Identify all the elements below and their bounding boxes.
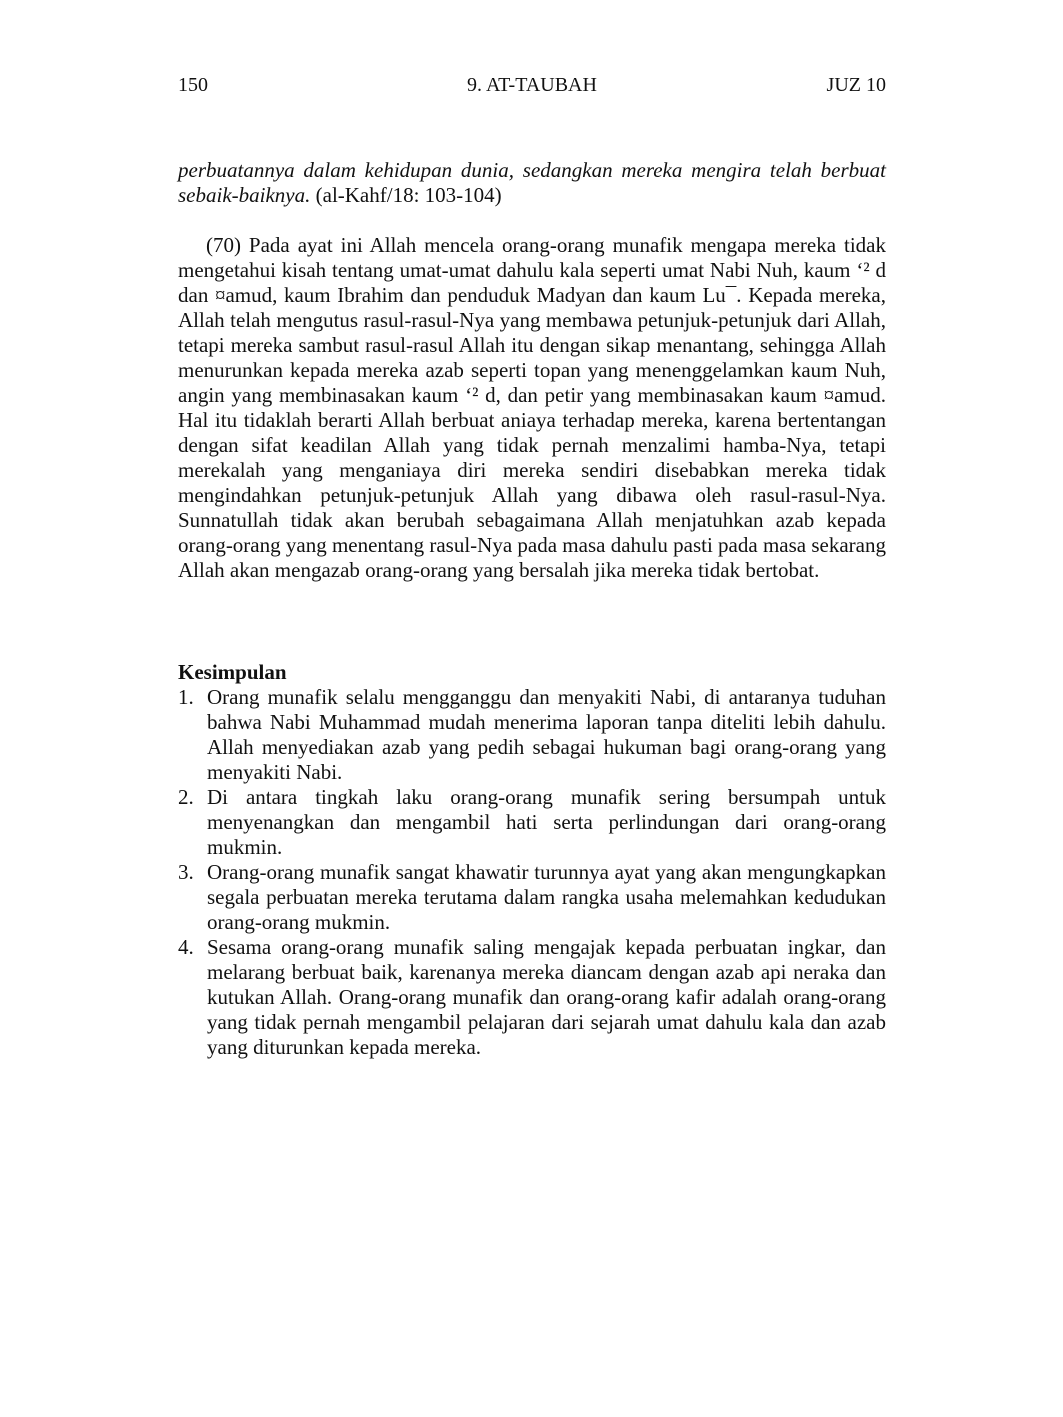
conclusion-item-number: 3. <box>178 860 194 884</box>
quote-reference: (al-Kahf/18: 103-104) <box>310 183 502 207</box>
page-number: 150 <box>178 74 208 96</box>
running-header <box>178 74 886 104</box>
commentary-paragraph-70: (70) Pada ayat ini Allah mencela orang-orang munafik mengapa mereka tidak mengetahui kisah tentang umat-umat dahulu kala seperti umat Nabi Nuh, kaum ‘² d dan ¤amud, kaum Ibrahim dan penduduk Madyan dan kaum Lu¯. Kepada mereka, Allah telah mengutus rasul-rasul-Nya yang membawa petunjuk-petunjuk dari Allah, tetapi mereka sambut rasul-rasul Allah itu dengan sikap menantang, sehingga Allah menurunkan kepada mereka azab seperti topan yang menenggelamkan kaum Nuh, angin yang membinasakan kaum ‘² d, dan petir yang membinasakan kaum ¤amud. Hal itu tidaklah berarti Allah berbuat aniaya terhadap mereka, karena bertentangan dengan sifat keadilan Allah yang tidak pernah menzalimi hamba-Nya, tetapi merekalah yang menganiaya diri mereka sendiri disebabkan mereka tidak mengindahkan petunjuk-petunjuk Allah yang dibawa oleh rasul-rasul-Nya. Sunnatullah tidak akan berubah sebagaimana Allah menjatuhkan azab kepada orang-orang yang menentang rasul-Nya pada masa dahulu pasti pada masa sekarang Allah akan mengazab orang-orang yang bersalah jika mereka tidak bertobat. <box>178 233 886 582</box>
conclusion-item <box>178 685 886 785</box>
conclusion-item <box>178 935 886 1060</box>
chapter-title: 9. AT-TAUBAH <box>467 74 597 96</box>
conclusion-item-number: 2. <box>178 785 194 809</box>
conclusion-item-number: 4. <box>178 935 194 959</box>
conclusion-item-text: Di antara tingkah laku orang-orang munafik sering bersumpah untuk menyenangkan dan mengambil hati serta perlindungan dari orang-orang mukmin. <box>207 785 886 859</box>
conclusion-item-text: Orang munafik selalu mengganggu dan menyakiti Nabi, di antaranya tuduhan bahwa Nabi Muhammad mudah menerima laporan tanpa diteliti lebih dahulu. Allah menyediakan azab yang pedih sebagai hukuman bagi orang-orang yang menyakiti Nabi. <box>207 685 886 784</box>
quote-text: perbuatannya dalam kehidupan dunia, sedangkan mereka mengira telah berbuat sebaik-baiknya. <box>178 158 886 207</box>
conclusion-list <box>178 685 886 1060</box>
conclusion-item-text: Sesama orang-orang munafik saling mengajak kepada perbuatan ingkar, dan melarang berbuat baik, karenanya mereka diancam dengan azab api neraka dan kutukan Allah. Orang-orang munafik dan orang-orang kafir adalah orang-orang yang tidak pernah mengambil pelajaran dari sejarah umat dahulu kala dan azab yang diturunkan kepada mereka. <box>207 935 886 1059</box>
juz-label: JUZ 10 <box>826 74 886 96</box>
quran-quote <box>178 158 886 208</box>
conclusion-heading: Kesimpulan <box>178 660 287 684</box>
conclusion-item-number: 1. <box>178 685 194 709</box>
conclusion-item-text: Orang-orang munafik sangat khawatir turunnya ayat yang akan mengungkapkan segala perbuatan mereka terutama dalam rangka usaha melemahkan kedudukan orang-orang mukmin. <box>207 860 886 934</box>
conclusion-item <box>178 860 886 935</box>
conclusion-item <box>178 785 886 860</box>
